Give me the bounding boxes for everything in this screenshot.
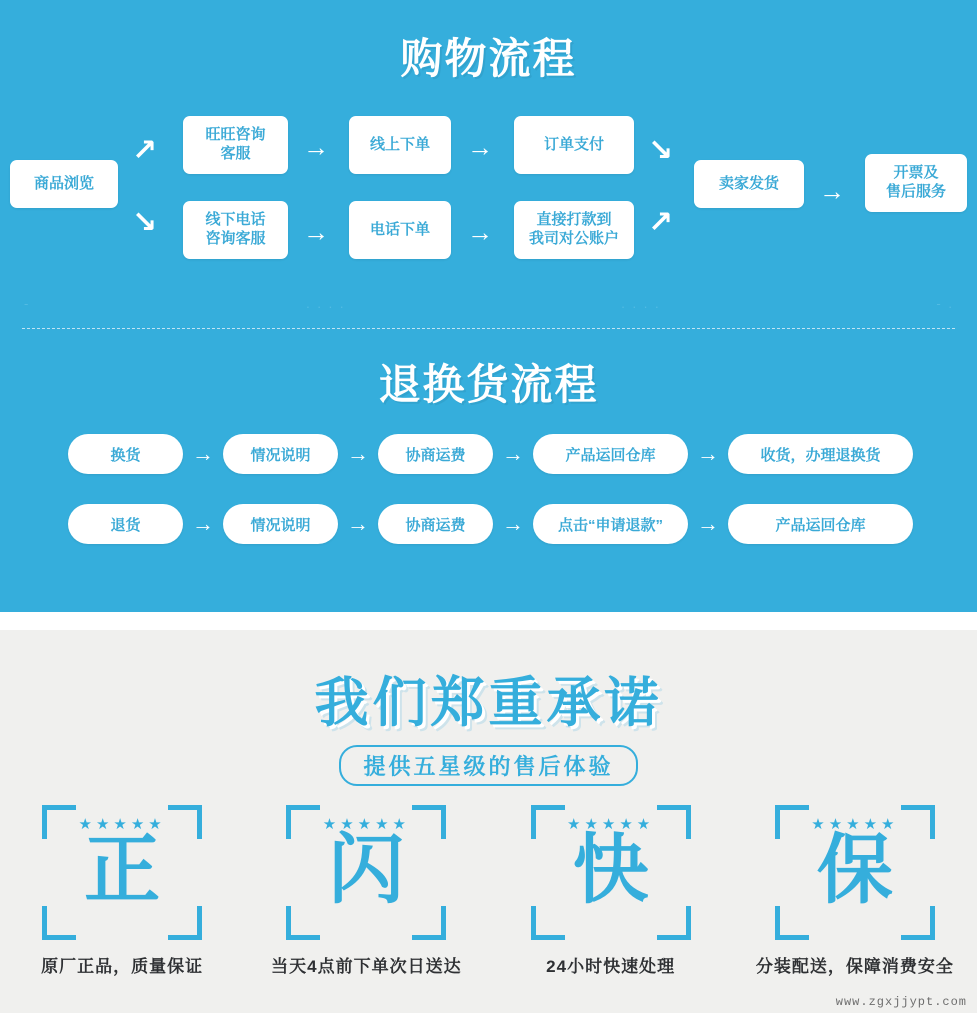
corner-bracket-icon xyxy=(168,906,202,940)
return-row1-step-4-label: 产品运回仓库 xyxy=(565,446,656,464)
return-row2-step-1 xyxy=(68,504,183,544)
flow-node-merge xyxy=(694,160,804,208)
return-row1-step-1-label: 换货 xyxy=(110,446,141,464)
return-flow-row-2 xyxy=(0,504,977,544)
flow-node-bottom-1 xyxy=(183,201,288,259)
flow-node-start-label: 商品浏览 xyxy=(33,174,94,192)
corner-bracket-icon xyxy=(412,906,446,940)
five-stars-icon: ★★★★★ xyxy=(322,816,410,833)
corner-bracket-icon xyxy=(531,906,565,940)
arrow-down-icon: ↘ xyxy=(132,206,158,239)
corner-bracket-icon xyxy=(286,906,320,940)
promise-card-2-caption: 当天4点前下单次日送达 xyxy=(271,957,462,976)
flow-node-top-3 xyxy=(514,116,634,174)
arrow-up-icon: ↗ xyxy=(132,134,158,167)
promise-card-3-caption: 24小时快速处理 xyxy=(546,957,676,976)
arrow-right-icon-r1-4: → xyxy=(697,441,719,466)
return-row2-step-2 xyxy=(223,504,338,544)
corner-bracket-icon xyxy=(775,906,809,940)
flow-node-bottom-2-label: 电话下单 xyxy=(369,220,430,238)
promise-cards xyxy=(0,805,977,977)
flow-node-bottom-3-line1: 直接打款到 xyxy=(536,211,612,229)
flow-node-top-2 xyxy=(349,116,451,174)
return-row1-step-2 xyxy=(223,434,338,474)
arrow-right-icon-r2-3: → xyxy=(502,511,524,536)
badge-frame-4 xyxy=(775,805,935,940)
flow-node-top-1 xyxy=(183,116,288,174)
arrow-right-icon-t1: → xyxy=(303,132,329,162)
arrow-right-icon-b2: → xyxy=(467,217,493,247)
shopping-flow-diagram xyxy=(0,104,977,304)
return-row2-step-5 xyxy=(728,504,913,544)
promise-subtitle: 提供五星级的售后体验 xyxy=(339,745,637,786)
return-row1-step-4 xyxy=(533,434,688,474)
arrow-right-icon-r1-1: → xyxy=(192,441,214,466)
flow-node-bottom-1-line1: 线下电话 xyxy=(205,211,266,229)
arrow-right-icon-end: → xyxy=(819,176,845,206)
section-divider xyxy=(22,328,955,329)
badge-glyph-1: 正 xyxy=(84,828,161,913)
flow-node-bottom-2 xyxy=(349,201,451,259)
promise-card-4-caption: 分装配送，保障消费安全 xyxy=(755,957,954,976)
site-watermark: www.zgxjjypt.com xyxy=(835,995,967,1009)
decorative-dots xyxy=(24,296,954,314)
five-stars-icon: ★★★★★ xyxy=(78,816,166,833)
return-row1-step-5-label: 收货，办理退换货 xyxy=(760,446,881,464)
flow-node-end-line2: 售后服务 xyxy=(885,183,946,200)
promise-card-1 xyxy=(15,805,230,977)
flow-node-top-2-label: 线上下单 xyxy=(369,135,430,153)
badge-frame-3 xyxy=(531,805,691,940)
return-row2-step-4 xyxy=(533,504,688,544)
flow-node-top-1-line2: 客服 xyxy=(220,145,251,162)
promise-card-2 xyxy=(259,805,474,977)
dot-mark: . . . . xyxy=(306,296,346,311)
return-row1-step-1 xyxy=(68,434,183,474)
promise-card-1-caption: 原厂正品，质量保证 xyxy=(41,957,204,976)
promise-subtitle-wrap xyxy=(0,745,977,786)
five-stars-icon: ★★★★★ xyxy=(811,816,899,833)
panel-gap xyxy=(0,612,977,630)
flow-node-end-line1: 开票及 xyxy=(893,164,939,182)
return-flow-title: 退换货流程 xyxy=(378,361,599,408)
flow-node-merge-label: 卖家发货 xyxy=(718,174,779,192)
arrow-right-icon-t2: → xyxy=(467,132,493,162)
return-row1-step-3 xyxy=(378,434,493,474)
dot-mark: . . . . xyxy=(621,296,661,311)
arrow-down-icon-merge: ↘ xyxy=(648,134,674,167)
five-stars-icon: ★★★★★ xyxy=(567,816,655,833)
promise-card-4 xyxy=(747,805,962,977)
arrow-right-icon-b1: → xyxy=(303,217,329,247)
return-row2-step-3 xyxy=(378,504,493,544)
badge-frame-2 xyxy=(286,805,446,940)
return-row2-step-1-label: 退货 xyxy=(110,516,141,534)
dot-mark: - . xyxy=(936,296,954,311)
return-row1-step-3-label: 协商运费 xyxy=(405,446,466,464)
arrow-right-icon-r2-1: → xyxy=(192,511,214,536)
promise-card-3 xyxy=(503,805,718,977)
return-row1-step-5 xyxy=(728,434,913,474)
badge-glyph-4: 保 xyxy=(816,828,893,913)
return-row2-step-5-label: 产品运回仓库 xyxy=(775,516,866,534)
dot-mark: - xyxy=(24,296,31,311)
badge-glyph-3: 快 xyxy=(572,828,649,913)
corner-bracket-icon xyxy=(42,906,76,940)
arrow-up-icon-merge: ↗ xyxy=(648,206,674,239)
page-title: 购物流程 xyxy=(400,35,577,82)
flow-node-bottom-3 xyxy=(514,201,634,259)
arrow-right-icon-r2-2: → xyxy=(347,511,369,536)
return-row1-step-2-label: 情况说明 xyxy=(250,446,311,464)
badge-frame-1 xyxy=(42,805,202,940)
flow-node-top-3-label: 订单支付 xyxy=(543,135,604,153)
promise-panel xyxy=(0,630,977,1013)
return-flow-row-1 xyxy=(0,434,977,474)
corner-bracket-icon xyxy=(657,906,691,940)
flow-node-end xyxy=(865,154,967,212)
return-row2-step-4-label: 点击“申请退款” xyxy=(557,516,663,534)
badge-glyph-2: 闪 xyxy=(328,828,405,913)
flow-node-top-1-line1: 旺旺咨询 xyxy=(205,126,266,144)
flow-node-bottom-1-line2: 咨询客服 xyxy=(205,230,266,247)
arrow-right-icon-r2-4: → xyxy=(697,511,719,536)
arrow-right-icon-r1-2: → xyxy=(347,441,369,466)
arrow-right-icon-r1-3: → xyxy=(502,441,524,466)
return-row2-step-2-label: 情况说明 xyxy=(250,516,311,534)
return-row2-step-3-label: 协商运费 xyxy=(405,516,466,534)
flow-node-start xyxy=(10,160,118,208)
promise-title: 我们郑重承诺 xyxy=(314,673,663,733)
flow-node-bottom-3-line2: 我司对公账户 xyxy=(528,230,619,247)
corner-bracket-icon xyxy=(901,906,935,940)
